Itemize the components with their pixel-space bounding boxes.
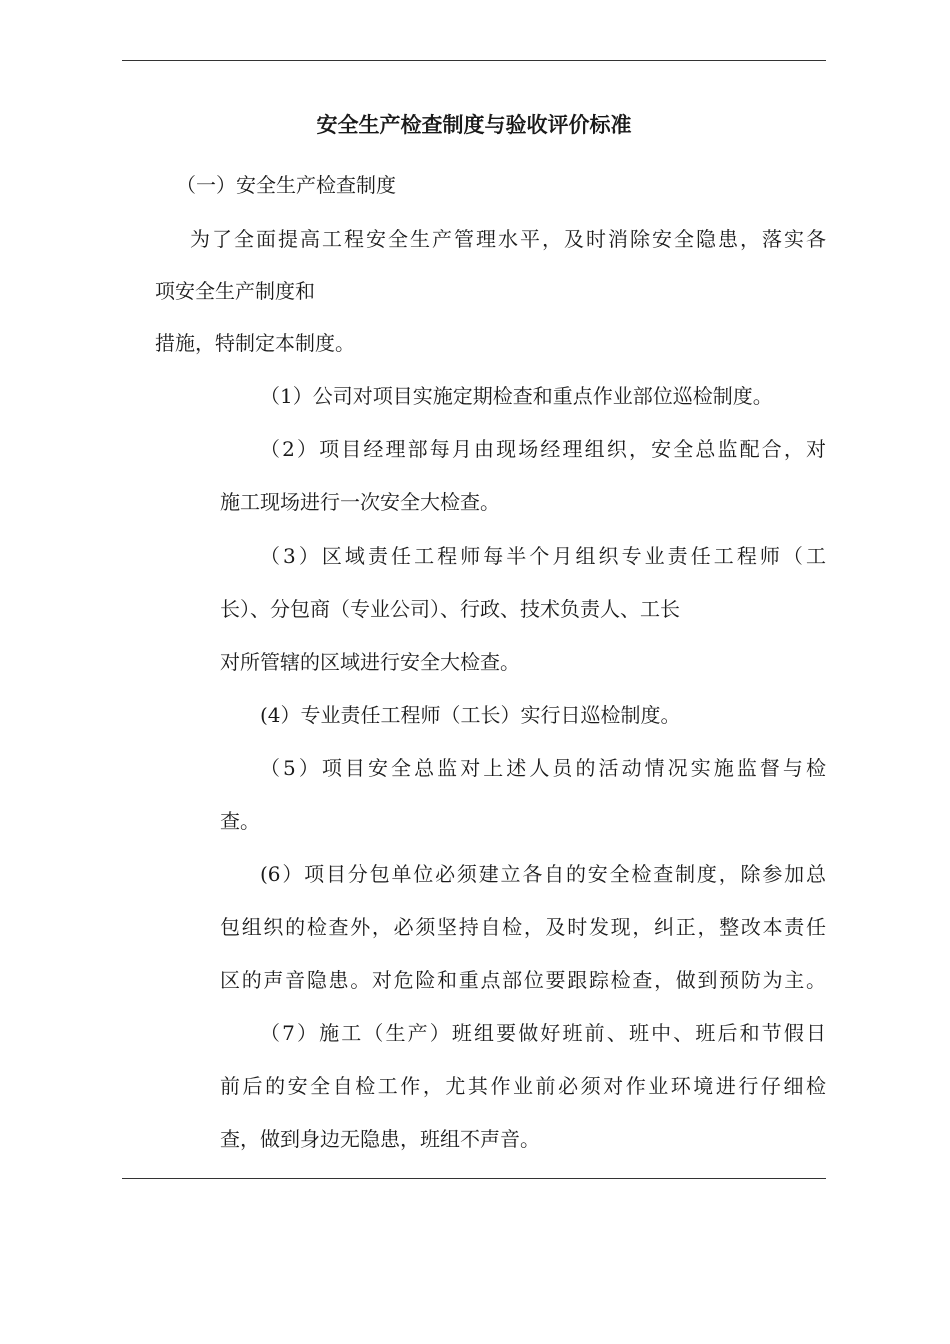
intro-paragraph-line-2: 项安全生产制度和 bbox=[155, 279, 315, 303]
item-4-line-1: (4）专业责任工程师（工长）实行日巡检制度。 bbox=[260, 703, 681, 727]
header-rule bbox=[122, 60, 826, 61]
intro-paragraph-line-1: 为了全面提高工程安全生产管理水平，及时消除安全隐患，落实各 bbox=[190, 227, 826, 251]
item-5-line-2: 查。 bbox=[220, 809, 260, 833]
item-2-line-2: 施工现场进行一次安全大检查。 bbox=[220, 490, 500, 514]
intro-paragraph-line-3: 措施，特制定本制度。 bbox=[155, 331, 355, 355]
document-title: 安全生产检查制度与验收评价标准 bbox=[316, 112, 632, 137]
item-7-line-1: （7）施工（生产）班组要做好班前、班中、班后和节假日 bbox=[260, 1021, 826, 1045]
item-1-line-1: （1）公司对项目实施定期检查和重点作业部位巡检制度。 bbox=[260, 384, 773, 408]
item-3-line-1: （3）区域责任工程师每半个月组织专业责任工程师（工 bbox=[260, 544, 826, 568]
item-6-line-3: 区的声音隐患。对危险和重点部位要跟踪检查，做到预防为主。 bbox=[220, 968, 826, 992]
item-3-line-2: 长）、分包商（专业公司）、行政、技术负责人、工长 bbox=[220, 597, 680, 621]
item-7-line-3: 查，做到身边无隐患，班组不声音。 bbox=[220, 1127, 540, 1151]
item-5-line-1: （5）项目安全总监对上述人员的活动情况实施监督与检 bbox=[260, 756, 826, 780]
item-3-line-3: 对所管辖的区域进行安全大检查。 bbox=[220, 650, 520, 674]
section-heading: （一）安全生产检查制度 bbox=[176, 173, 396, 197]
item-6-line-1: (6）项目分包单位必须建立各自的安全检查制度，除参加总 bbox=[260, 862, 826, 886]
footer-rule bbox=[122, 1178, 826, 1179]
item-6-line-2: 包组织的检查外，必须坚持自检，及时发现，纠正，整改本责任 bbox=[220, 915, 826, 939]
item-2-line-1: （2）项目经理部每月由现场经理组织，安全总监配合，对 bbox=[260, 437, 826, 461]
item-7-line-2: 前后的安全自检工作，尤其作业前必须对作业环境进行仔细检 bbox=[220, 1074, 826, 1098]
